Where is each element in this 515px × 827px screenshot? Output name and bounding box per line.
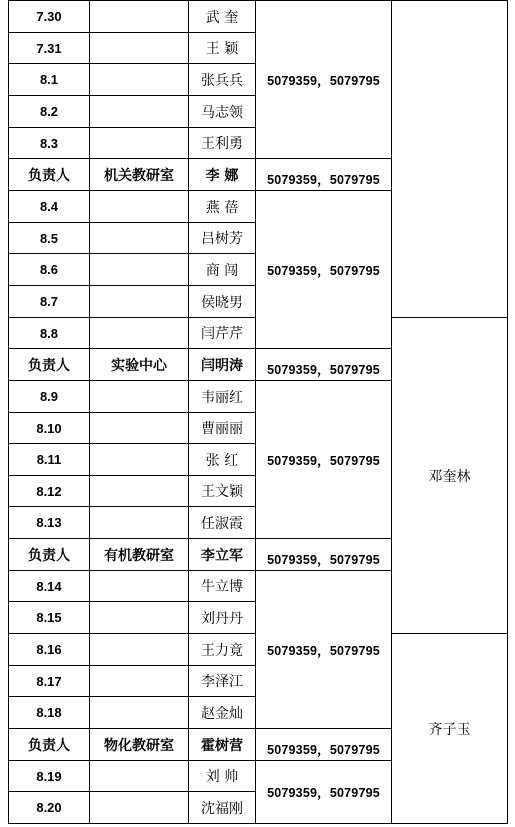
lead-role-label: 负责人 [28,547,70,564]
lead-department: 物化教研室 [104,737,174,754]
duty-date: 8.19 [36,768,62,784]
contact-phone: 5079359，5079795 [267,643,380,658]
lead-person-name: 李 娜 [205,167,239,184]
duty-date: 8.14 [36,578,62,594]
supervisor-name: 邓奎林 [428,468,471,485]
duty-person-name: 王文颖 [201,484,243,500]
grid-line [507,0,508,824]
duty-schedule-table [8,0,508,823]
duty-date: 8.6 [39,262,59,277]
duty-person-name: 商 闯 [205,262,239,279]
duty-person-name: 王利勇 [201,136,243,152]
duty-person-name: 赵金灿 [201,705,243,722]
duty-date: 8.1 [39,72,59,87]
duty-person-name: 马志领 [201,104,243,121]
lead-person-name: 李立军 [201,547,243,564]
duty-person-name: 侯晓男 [201,294,243,311]
duty-date: 8.20 [36,800,62,815]
duty-person-name: 武 奎 [205,9,239,26]
supervisor-name: 齐子玉 [428,721,471,738]
duty-date: 8.17 [36,673,62,689]
lead-role-label: 负责人 [28,737,70,754]
duty-person-name: 王 颖 [205,41,239,57]
duty-date: 7.31 [36,40,62,56]
contact-phone: 5079359，5079795 [267,73,380,88]
duty-person-name: 王力竟 [201,642,243,659]
lead-person-name: 霍树营 [201,737,243,754]
contact-phone: 5079359，5079795 [267,363,380,377]
duty-date: 8.3 [39,135,59,151]
grid-line [8,823,256,824]
duty-date: 8.5 [39,230,59,246]
duty-date: 7.30 [36,9,62,24]
contact-phone: 5079359，5079795 [267,743,380,757]
contact-phone: 5079359，5079795 [267,263,380,278]
duty-person-name: 刘丹丹 [201,610,243,627]
duty-date: 8.7 [39,294,59,309]
duty-person-name: 吕树芳 [201,231,243,247]
duty-date: 8.11 [36,452,62,467]
duty-person-name: 沈福刚 [201,800,243,817]
contact-phone: 5079359，5079795 [267,786,380,800]
duty-date: 8.15 [36,610,62,625]
duty-date: 8.10 [36,420,62,436]
duty-date: 8.4 [39,199,59,214]
supervisor-name [392,1,507,317]
duty-date: 8.18 [36,705,62,720]
lead-person-name: 闫明涛 [201,357,243,374]
duty-date: 8.2 [39,104,59,119]
duty-person-name: 闫芹芹 [201,326,243,342]
grid-line [391,823,508,824]
lead-department: 实验中心 [111,357,167,374]
contact-phone: 5079359，5079795 [267,453,380,468]
duty-person-name: 刘 帅 [205,769,239,785]
lead-role-label: 负责人 [28,357,70,374]
contact-phone: 5079359，5079795 [267,553,380,567]
duty-date: 8.8 [39,325,59,341]
duty-date: 8.12 [36,483,62,499]
duty-person-name: 曹丽丽 [201,421,243,437]
lead-role-label: 负责人 [28,167,70,184]
duty-date: 8.13 [36,515,62,530]
duty-date: 8.16 [36,642,62,657]
contact-phone: 5079359，5079795 [267,173,380,187]
duty-person-name: 韦丽红 [201,389,243,406]
duty-person-name: 牛立博 [201,579,243,595]
duty-person-name: 李泽江 [201,674,243,690]
lead-department: 有机教研室 [104,547,174,564]
grid-line [255,823,392,824]
lead-department: 机关教研室 [104,167,174,184]
duty-person-name: 张 红 [205,452,239,469]
duty-date: 8.9 [39,389,59,404]
duty-person-name: 张兵兵 [201,72,243,89]
duty-person-name: 任淑霞 [201,515,243,532]
duty-person-name: 燕 蓓 [205,199,239,216]
